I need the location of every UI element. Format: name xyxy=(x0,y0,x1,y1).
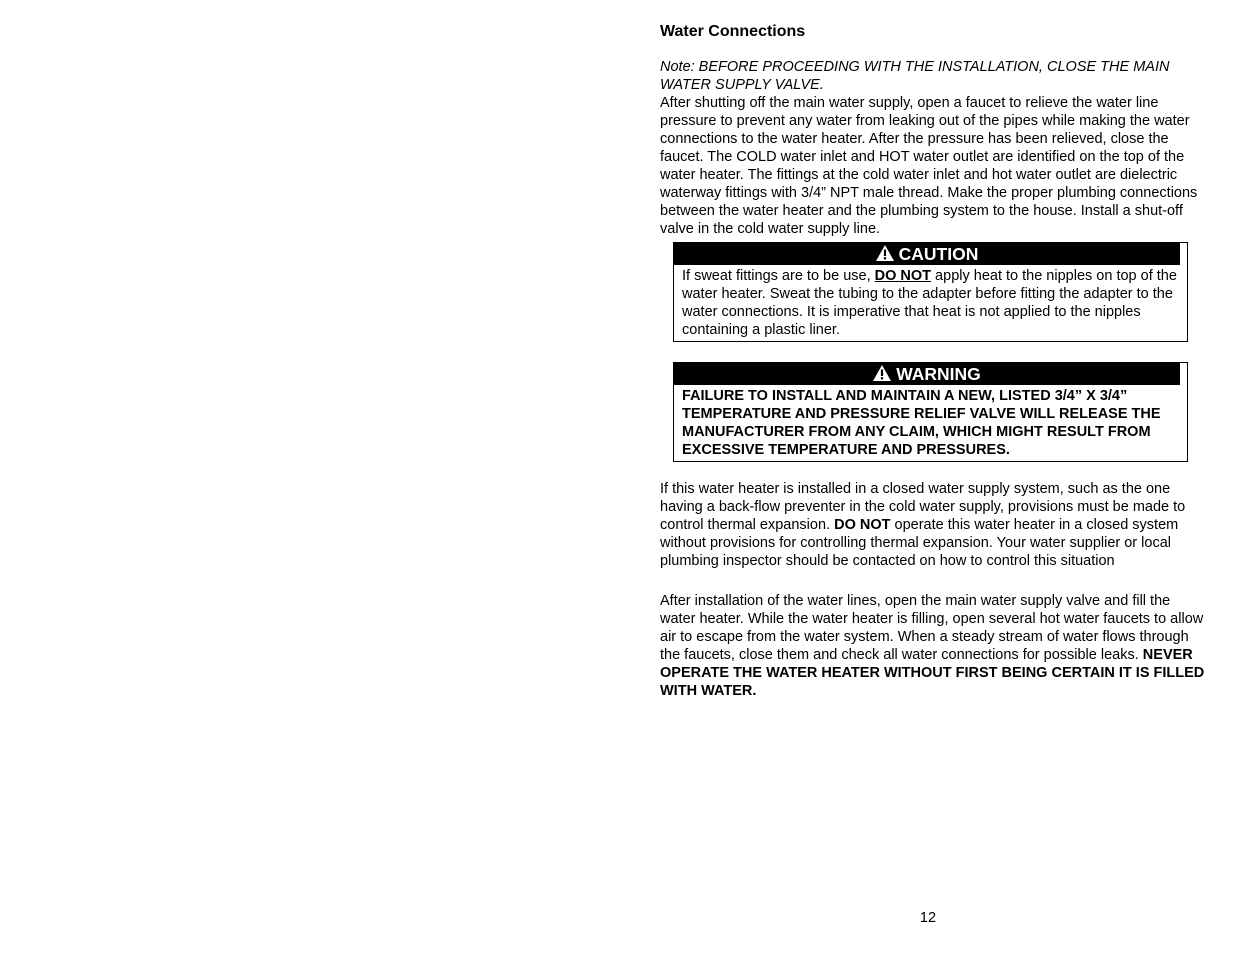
caution-header xyxy=(674,243,1179,265)
caution-box xyxy=(673,242,1188,342)
caution-body xyxy=(674,265,1187,341)
fill-emphasis: NEVER OPERATE THE WATER HEATER WITHOUT FIRST BEING CERTAIN IT IS FILLED WITH WATER. xyxy=(660,647,1205,699)
warning-body: FAILURE TO INSTALL AND MAINTAIN A NEW, LISTED 3/4” X 3/4” TEMPERATURE AND PRESSURE RELIEF VALVE WILL RELEASE THE MANUFACTURER FROM ANY CLAIM, WHICH MIGHT RESULT FROM EXCESSIVE TEMPERATURE AND PRESSURES. xyxy=(682,388,1161,458)
section-title: Water Connections xyxy=(660,23,806,40)
warning-label: WARNING xyxy=(896,364,981,384)
warning-triangle-icon xyxy=(872,364,892,387)
warning-box xyxy=(673,362,1188,462)
fill-text: After installation of the water lines, open the main water supply valve and fill the water heater. While the water heater is filling, open several hot water faucets to allow air to escape from the water system. When a steady stream of water flows through the faucets, close them and check all water connections for possible leaks. xyxy=(660,593,1204,663)
thermal-emphasis: DO NOT xyxy=(834,517,891,533)
thermal-text-before: If this water heater is installed in a closed water supply system, such as the one having a back-flow preventer in the cold water supply, provisions must be made to control thermal expansion. xyxy=(660,481,1186,533)
caution-label: CAUTION xyxy=(898,244,979,264)
caution-text-before: If sweat fittings are to be use, xyxy=(682,268,875,284)
installation-note: Note: BEFORE PROCEEDING WITH THE INSTALLATION, CLOSE THE MAIN WATER SUPPLY VALVE. xyxy=(660,59,1170,93)
page-number: 12 xyxy=(919,910,937,926)
caution-text-after: apply heat to the nipples on top of the water heater. Sweat the tubing to the adapter before fitting the adapter to the water connections. It is imperative that heat is not applied to the nipples containing a plastic liner. xyxy=(682,268,1177,338)
paragraph-thermal-expansion xyxy=(660,480,1205,570)
document-page-column xyxy=(660,22,1205,700)
thermal-text-after: operate this water heater in a closed system without provisions for controlling thermal expansion. Your water supplier or local plumbing inspector should be contacted on how to control this situation xyxy=(660,517,1179,569)
paragraph-water-connections: After shutting off the main water supply, open a faucet to relieve the water line pressure to prevent any water from leaking out of the pipes while making the water connections to the water heater. After the pressure has been relieved, close the faucet. The COLD water inlet and HOT water outlet are identified on the top of the water heater. The fittings at the cold water inlet and hot water outlet are dielectric waterway fittings with 3/4” NPT male thread. Make the proper plumbing connections between the water heater and the plumbing system to the house. Install a shut-off valve in the cold water supply line. xyxy=(660,95,1198,237)
caution-emphasis: DO NOT xyxy=(874,268,932,284)
warning-triangle-icon xyxy=(875,244,895,267)
warning-header xyxy=(674,363,1179,385)
paragraph-fill-heater xyxy=(660,592,1205,700)
